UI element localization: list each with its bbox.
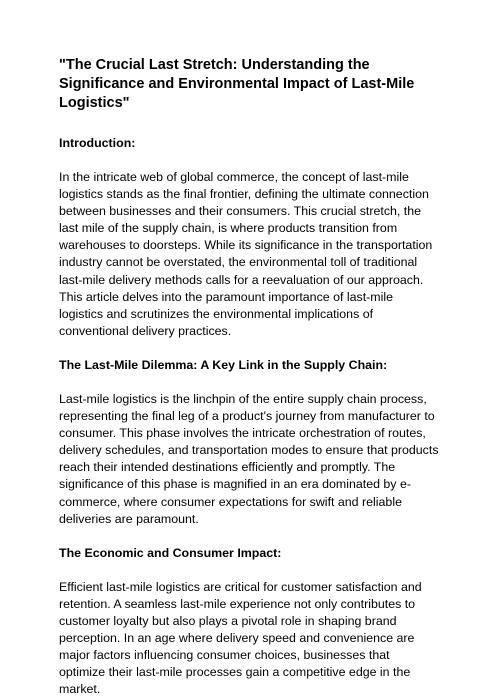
- section-heading-introduction: Introduction:: [59, 136, 136, 150]
- section-body-economic-impact: Efficient last-mile logistics are critical for customer satisfaction and retention. A seamless last-mile experience not only contributes to customer loyalty but also plays a pivotal role in shaping brand perception. In an age where delivery speed and convenience are major factors influencing consumer choices, businesses that optimize their last-mile processes gain a competitive edge in the market.: [59, 579, 422, 697]
- section-heading-economic-impact: The Economic and Consumer Impact:: [59, 545, 282, 560]
- section-heading-last-mile-dilemma: The Last-Mile Dilemma: A Key Link in the Supply Chain:: [59, 357, 388, 372]
- section-body-introduction: In the intricate web of global commerce, the concept of last-mile logistics stands as the final frontier, defining the ultimate connection between businesses and their consumers. This crucial stretch, the last mile of the supply chain, is where products transition from warehouses to doorsteps. While its significance in the transportation industry cannot be overstated, the environmental toll of traditional last-mile delivery methods calls for a reevaluation of our approach. This article delves into the paramount importance of last-mile logistics and scrutinizes the environmental implications of conventional delivery practices.: [59, 170, 433, 338]
- document-title: "The Crucial Last Stretch: Understanding the Significance and Environmental Impact of Last-Mile Logistics": [59, 57, 415, 111]
- section-body-last-mile-dilemma: Last-mile logistics is the linchpin of the entire supply chain process, representing the final leg of a product's journey from manufacturer to consumer. This phase involves the intricate orchestration of routes, delivery schedules, and transportation modes to ensure that products reach their intended destinations efficiently and promptly. The significance of this phase is magnified in an era dominated by e-commerce, where consumer expectations for swift and reliable deliveries are paramount.: [59, 391, 439, 526]
